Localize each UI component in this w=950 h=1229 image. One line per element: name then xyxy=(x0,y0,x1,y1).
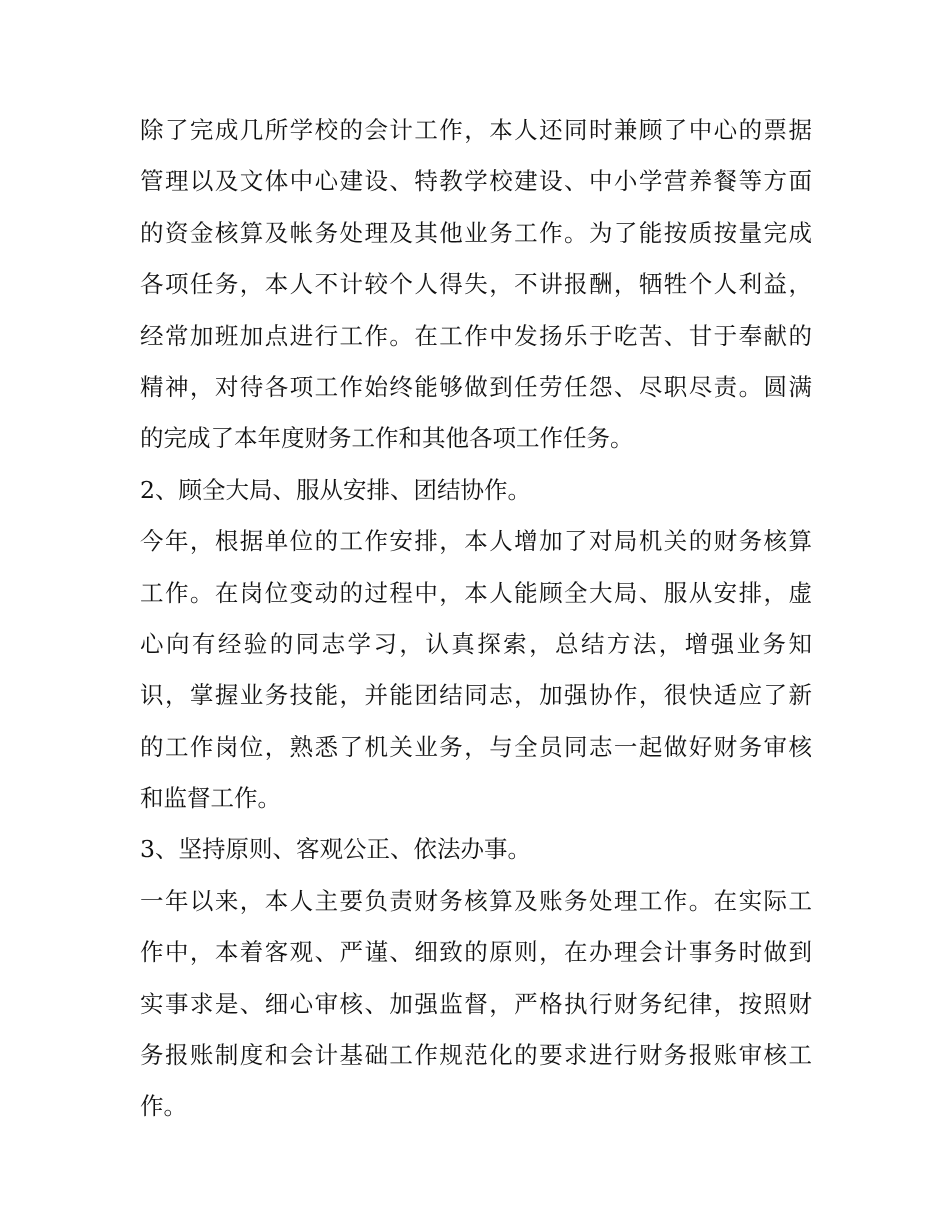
paragraph-line: 的完成了本年度财务工作和其他各项工作任务。 xyxy=(140,424,634,453)
paragraph-line: 一年以来，本人主要负责财务核算及账务处理工作。在实际工 xyxy=(140,886,812,915)
paragraph-line: 的资金核算及帐务处理及其他业务工作。为了能按质按量完成 xyxy=(140,218,812,247)
paragraph-line: 管理以及文体中心建设、特教学校建设、中小学营养餐等方面 xyxy=(140,167,812,196)
paragraph-line: 和监督工作。 xyxy=(140,784,281,813)
paragraph-line: 心向有经验的同志学习，认真探索，总结方法，增强业务知 xyxy=(140,629,812,658)
paragraph-line: 经常加班加点进行工作。在工作中发扬乐于吃苦、甘于奉献的 xyxy=(140,321,812,350)
paragraph-line: 作中，本着客观、严谨、细致的原则，在办理会计事务时做到 xyxy=(140,938,812,967)
paragraph-line: 今年，根据单位的工作安排，本人增加了对局机关的财务核算 xyxy=(140,527,812,556)
section-heading: 2、顾全大局、服从安排、团结协作。 xyxy=(140,475,531,504)
paragraph-line: 各项任务，本人不计较个人得失，不讲报酬，牺牲个人利益， xyxy=(140,270,812,299)
paragraph-line: 实事求是、细心审核、加强监督，严格执行财务纪律，按照财 xyxy=(140,989,812,1018)
paragraph-line: 精神，对待各项工作始终能够做到任劳任怨、尽职尽责。圆满 xyxy=(140,372,812,401)
section-heading: 3、坚持原则、客观公正、依法办事。 xyxy=(140,835,531,864)
paragraph-line: 务报账制度和会计基础工作规范化的要求进行财务报账审核工 xyxy=(140,1041,812,1070)
paragraph-line: 作。 xyxy=(140,1092,187,1121)
document-body xyxy=(140,105,812,1133)
paragraph-line: 识，掌握业务技能，并能团结同志，加强协作，很快适应了新 xyxy=(140,681,812,710)
paragraph-line: 工作。在岗位变动的过程中，本人能顾全大局、服从安排，虚 xyxy=(140,578,812,607)
paragraph-line: 的工作岗位，熟悉了机关业务，与全员同志一起做好财务审核 xyxy=(140,732,812,761)
paragraph-line: 除了完成几所学校的会计工作，本人还同时兼顾了中心的票据 xyxy=(140,116,812,144)
